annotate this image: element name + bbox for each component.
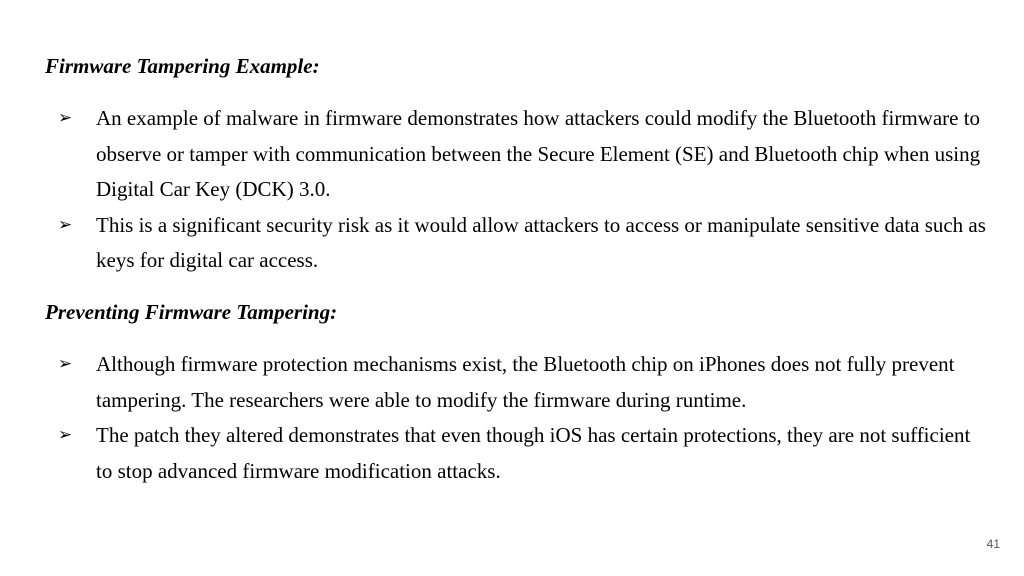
list-item: [58, 101, 988, 208]
page-number: 41: [986, 537, 1000, 551]
list-item-text: This is a significant security risk as it would allow attackers to access or manipulate sensitive data such as keys for digital car access.: [96, 212, 986, 272]
section-heading-firmware-tampering-example: Firmware Tampering Example:: [45, 54, 320, 78]
list-item-text: The patch they altered demonstrates that even though iOS has certain protections, they are not sufficient to stop advanced firmware modification attacks.: [96, 423, 971, 483]
bullet-list-preventing-firmware-tampering: [58, 347, 988, 489]
list-item-text: Although firmware protection mechanisms exist, the Bluetooth chip on iPhones does not fully prevent tampering. The researchers were able to modify the firmware during runtime.: [96, 352, 955, 412]
arrowhead-bullet-icon: ➢: [58, 108, 73, 128]
arrowhead-bullet-icon: ➢: [58, 214, 73, 235]
list-item: [58, 418, 988, 489]
section-heading-preventing-firmware-tampering: Preventing Firmware Tampering:: [45, 300, 338, 324]
list-item: [58, 347, 988, 418]
list-item-text: An example of malware in firmware demonstrates how attackers could modify the Bluetooth firmware to observe or tamper with communication between the Secure Element (SE) and Bluetooth chip when using Digital Car Key (DCK) 3.0.: [96, 106, 981, 201]
bullet-list-firmware-tampering-example: [58, 101, 988, 279]
list-item: [58, 208, 988, 279]
arrowhead-bullet-icon: ➢: [58, 354, 73, 374]
arrowhead-bullet-icon: ➢: [58, 425, 73, 445]
